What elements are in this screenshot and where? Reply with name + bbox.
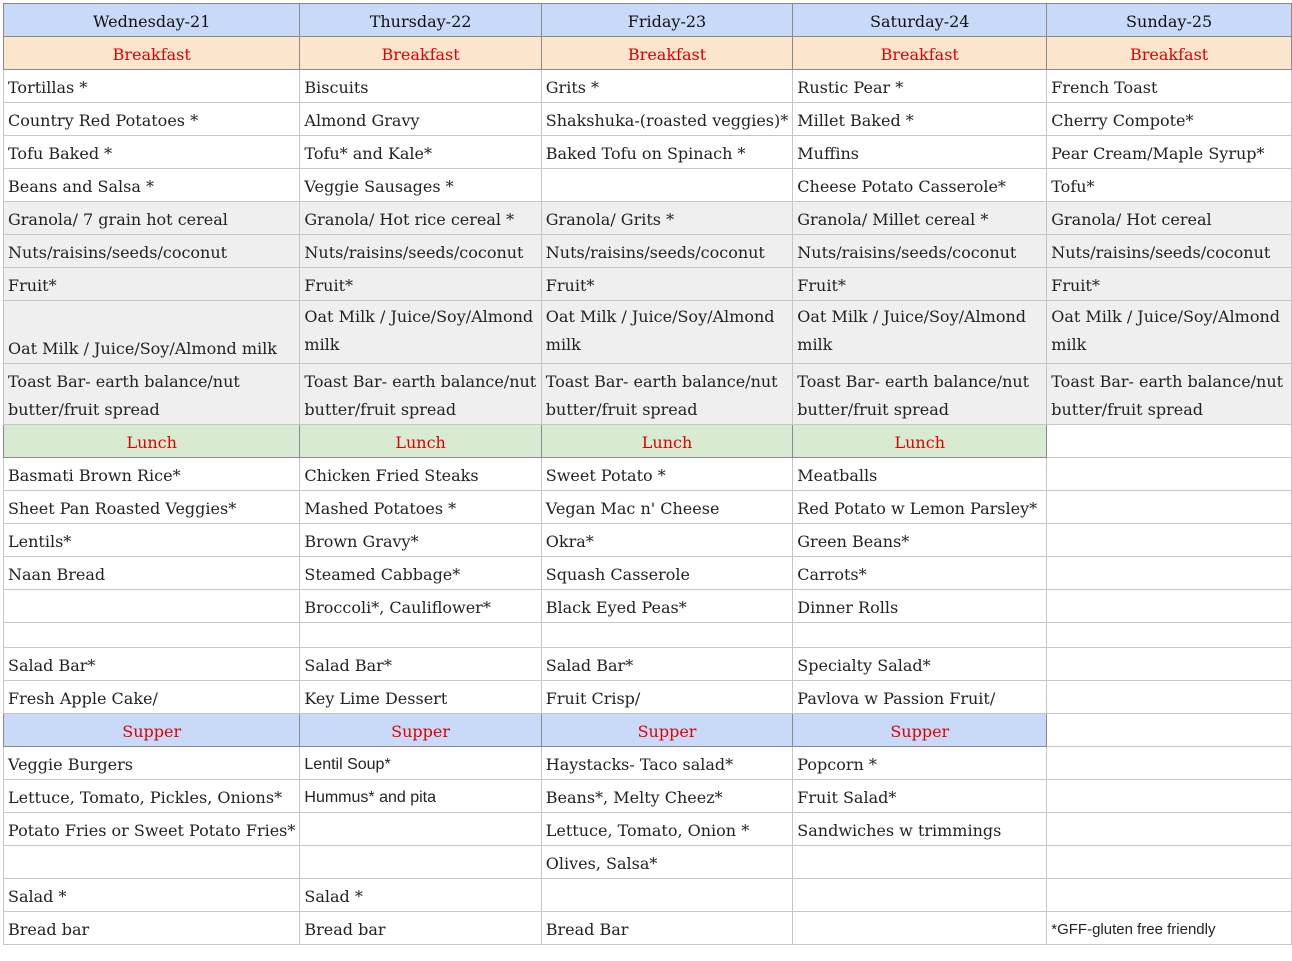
supper-item (1047, 879, 1292, 912)
day-header-friday: Friday-23 (541, 4, 793, 37)
breakfast-item: Granola/ Millet cereal * (793, 202, 1047, 235)
lunch-item: Salad Bar* (300, 648, 541, 681)
supper-item: Bread bar (300, 912, 541, 945)
lunch-item: Green Beans* (793, 524, 1047, 557)
supper-row (4, 813, 1292, 846)
supper-item: Hummus* and pita (300, 780, 541, 813)
day-header-wednesday: Wednesday-21 (4, 4, 300, 37)
lunch-item: Broccoli*, Cauliflower* (300, 590, 541, 623)
supper-item: Salad * (4, 879, 300, 912)
lunch-item (1047, 681, 1292, 714)
supper-item (1047, 780, 1292, 813)
lunch-item (793, 623, 1047, 648)
lunch-row (4, 524, 1292, 557)
breakfast-item: Granola/ 7 grain hot cereal (4, 202, 300, 235)
lunch-row (4, 590, 1292, 623)
supper-item: Sandwiches w trimmings (793, 813, 1047, 846)
supper-item (300, 813, 541, 846)
lunch-item: Pavlova w Passion Fruit/ (793, 681, 1047, 714)
breakfast-item: Fruit* (4, 268, 300, 301)
breakfast-item: Almond Gravy (300, 103, 541, 136)
lunch-item: Naan Bread (4, 557, 300, 590)
day-header-thursday: Thursday-22 (300, 4, 541, 37)
lunch-item: Mashed Potatoes * (300, 491, 541, 524)
lunch-item: Sweet Potato * (541, 458, 793, 491)
breakfast-item: Shakshuka-(roasted veggies)* (541, 103, 793, 136)
lunch-item (1047, 524, 1292, 557)
breakfast-item: Nuts/raisins/seeds/coconut (4, 235, 300, 268)
breakfast-item: Veggie Sausages * (300, 169, 541, 202)
breakfast-item: Granola/ Hot cereal (1047, 202, 1292, 235)
lunch-item: Salad Bar* (541, 648, 793, 681)
lunch-item: Squash Casserole (541, 557, 793, 590)
gff-footnote: *GFF-gluten free friendly (1047, 912, 1292, 945)
lunch-label: Lunch (793, 425, 1047, 458)
breakfast-label: Breakfast (793, 37, 1047, 70)
lunch-item (541, 623, 793, 648)
lunch-item (1047, 590, 1292, 623)
supper-item (541, 879, 793, 912)
supper-item: Lentil Soup* (300, 747, 541, 780)
breakfast-item: French Toast (1047, 70, 1292, 103)
breakfast-item (541, 169, 793, 202)
breakfast-item: Granola/ Grits * (541, 202, 793, 235)
breakfast-item: Toast Bar- earth balance/nut butter/fruit spread (4, 364, 300, 425)
breakfast-item: Cherry Compote* (1047, 103, 1292, 136)
supper-row (4, 879, 1292, 912)
breakfast-row (4, 268, 1292, 301)
supper-item (1047, 846, 1292, 879)
supper-item (4, 846, 300, 879)
breakfast-item: Oat Milk / Juice/Soy/Almond milk (4, 301, 300, 364)
lunch-item: Meatballs (793, 458, 1047, 491)
supper-item: Olives, Salsa* (541, 846, 793, 879)
breakfast-item: Fruit* (541, 268, 793, 301)
breakfast-row (4, 202, 1292, 235)
breakfast-item: Cheese Potato Casserole* (793, 169, 1047, 202)
breakfast-item: Country Red Potatoes * (4, 103, 300, 136)
lunch-item (4, 623, 300, 648)
supper-label: Supper (4, 714, 300, 747)
lunch-row (4, 681, 1292, 714)
breakfast-label: Breakfast (300, 37, 541, 70)
day-header-saturday: Saturday-24 (793, 4, 1047, 37)
lunch-item: Dinner Rolls (793, 590, 1047, 623)
supper-header-row (4, 714, 1292, 747)
breakfast-item: Toast Bar- earth balance/nut butter/fruit spread (300, 364, 541, 425)
lunch-header-row (4, 425, 1292, 458)
supper-item (793, 846, 1047, 879)
lunch-item (1047, 623, 1292, 648)
supper-label: Supper (541, 714, 793, 747)
breakfast-item: Toast Bar- earth balance/nut butter/fruit spread (1047, 364, 1292, 425)
supper-row (4, 747, 1292, 780)
lunch-row (4, 491, 1292, 524)
lunch-item (1047, 491, 1292, 524)
breakfast-item: Tortillas * (4, 70, 300, 103)
breakfast-item: Toast Bar- earth balance/nut butter/fruit spread (541, 364, 793, 425)
lunch-item (1047, 557, 1292, 590)
lunch-item (1047, 458, 1292, 491)
breakfast-item: Nuts/raisins/seeds/coconut (300, 235, 541, 268)
lunch-item: Fresh Apple Cake/ (4, 681, 300, 714)
lunch-item: Salad Bar* (4, 648, 300, 681)
supper-item: Potato Fries or Sweet Potato Fries* (4, 813, 300, 846)
supper-item: Veggie Burgers (4, 747, 300, 780)
supper-label: Supper (300, 714, 541, 747)
breakfast-item: Oat Milk / Juice/Soy/Almond milk (793, 301, 1047, 364)
breakfast-item: Fruit* (1047, 268, 1292, 301)
lunch-label (1047, 425, 1292, 458)
supper-row (4, 912, 1292, 945)
breakfast-item: Fruit* (300, 268, 541, 301)
breakfast-item: Pear Cream/Maple Syrup* (1047, 136, 1292, 169)
breakfast-item: Rustic Pear * (793, 70, 1047, 103)
breakfast-row (4, 136, 1292, 169)
lunch-item: Brown Gravy* (300, 524, 541, 557)
lunch-item: Chicken Fried Steaks (300, 458, 541, 491)
lunch-item: Specialty Salad* (793, 648, 1047, 681)
lunch-item: Carrots* (793, 557, 1047, 590)
breakfast-row (4, 103, 1292, 136)
breakfast-label: Breakfast (1047, 37, 1292, 70)
breakfast-item: Beans and Salsa * (4, 169, 300, 202)
breakfast-row (4, 301, 1292, 364)
lunch-row (4, 557, 1292, 590)
supper-item (300, 846, 541, 879)
supper-item (1047, 813, 1292, 846)
supper-label (1047, 714, 1292, 747)
lunch-label: Lunch (4, 425, 300, 458)
lunch-item: Key Lime Dessert (300, 681, 541, 714)
supper-item: Beans*, Melty Cheez* (541, 780, 793, 813)
lunch-item (300, 623, 541, 648)
breakfast-item: Biscuits (300, 70, 541, 103)
supper-item (1047, 747, 1292, 780)
supper-item: Lettuce, Tomato, Pickles, Onions* (4, 780, 300, 813)
breakfast-item: Grits * (541, 70, 793, 103)
breakfast-item: Tofu Baked * (4, 136, 300, 169)
lunch-item (4, 590, 300, 623)
menu-body (4, 4, 1292, 945)
breakfast-item: Nuts/raisins/seeds/coconut (1047, 235, 1292, 268)
breakfast-row (4, 364, 1292, 425)
lunch-row (4, 623, 1292, 648)
lunch-item: Sheet Pan Roasted Veggies* (4, 491, 300, 524)
day-header-sunday: Sunday-25 (1047, 4, 1292, 37)
supper-item: Lettuce, Tomato, Onion * (541, 813, 793, 846)
lunch-row (4, 458, 1292, 491)
breakfast-item: Fruit* (793, 268, 1047, 301)
supper-item: Popcorn * (793, 747, 1047, 780)
lunch-item: Okra* (541, 524, 793, 557)
supper-item: Bread Bar (541, 912, 793, 945)
breakfast-row (4, 235, 1292, 268)
weekly-menu-table (3, 3, 1292, 945)
supper-item: Bread bar (4, 912, 300, 945)
breakfast-item: Oat Milk / Juice/Soy/Almond milk (541, 301, 793, 364)
breakfast-item: Nuts/raisins/seeds/coconut (541, 235, 793, 268)
lunch-label: Lunch (300, 425, 541, 458)
breakfast-row (4, 70, 1292, 103)
supper-row (4, 780, 1292, 813)
breakfast-row (4, 169, 1292, 202)
lunch-item: Basmati Brown Rice* (4, 458, 300, 491)
lunch-item: Vegan Mac n' Cheese (541, 491, 793, 524)
lunch-item: Lentils* (4, 524, 300, 557)
breakfast-item: Tofu* and Kale* (300, 136, 541, 169)
supper-row (4, 846, 1292, 879)
lunch-label: Lunch (541, 425, 793, 458)
breakfast-label: Breakfast (541, 37, 793, 70)
breakfast-item: Granola/ Hot rice cereal * (300, 202, 541, 235)
breakfast-item: Millet Baked * (793, 103, 1047, 136)
breakfast-item: Muffins (793, 136, 1047, 169)
breakfast-item: Oat Milk / Juice/Soy/Almond milk (300, 301, 541, 364)
supper-item: Salad * (300, 879, 541, 912)
breakfast-item: Oat Milk / Juice/Soy/Almond milk (1047, 301, 1292, 364)
breakfast-item: Baked Tofu on Spinach * (541, 136, 793, 169)
day-header-row (4, 4, 1292, 37)
breakfast-item: Nuts/raisins/seeds/coconut (793, 235, 1047, 268)
lunch-item: Steamed Cabbage* (300, 557, 541, 590)
lunch-item: Fruit Crisp/ (541, 681, 793, 714)
breakfast-label: Breakfast (4, 37, 300, 70)
lunch-item (1047, 648, 1292, 681)
supper-item: Haystacks- Taco salad* (541, 747, 793, 780)
breakfast-item: Tofu* (1047, 169, 1292, 202)
supper-label: Supper (793, 714, 1047, 747)
breakfast-header-row (4, 37, 1292, 70)
lunch-item: Black Eyed Peas* (541, 590, 793, 623)
lunch-item: Red Potato w Lemon Parsley* (793, 491, 1047, 524)
breakfast-item: Toast Bar- earth balance/nut butter/fruit spread (793, 364, 1047, 425)
supper-item (793, 912, 1047, 945)
supper-item: Fruit Salad* (793, 780, 1047, 813)
lunch-row (4, 648, 1292, 681)
supper-item (793, 879, 1047, 912)
